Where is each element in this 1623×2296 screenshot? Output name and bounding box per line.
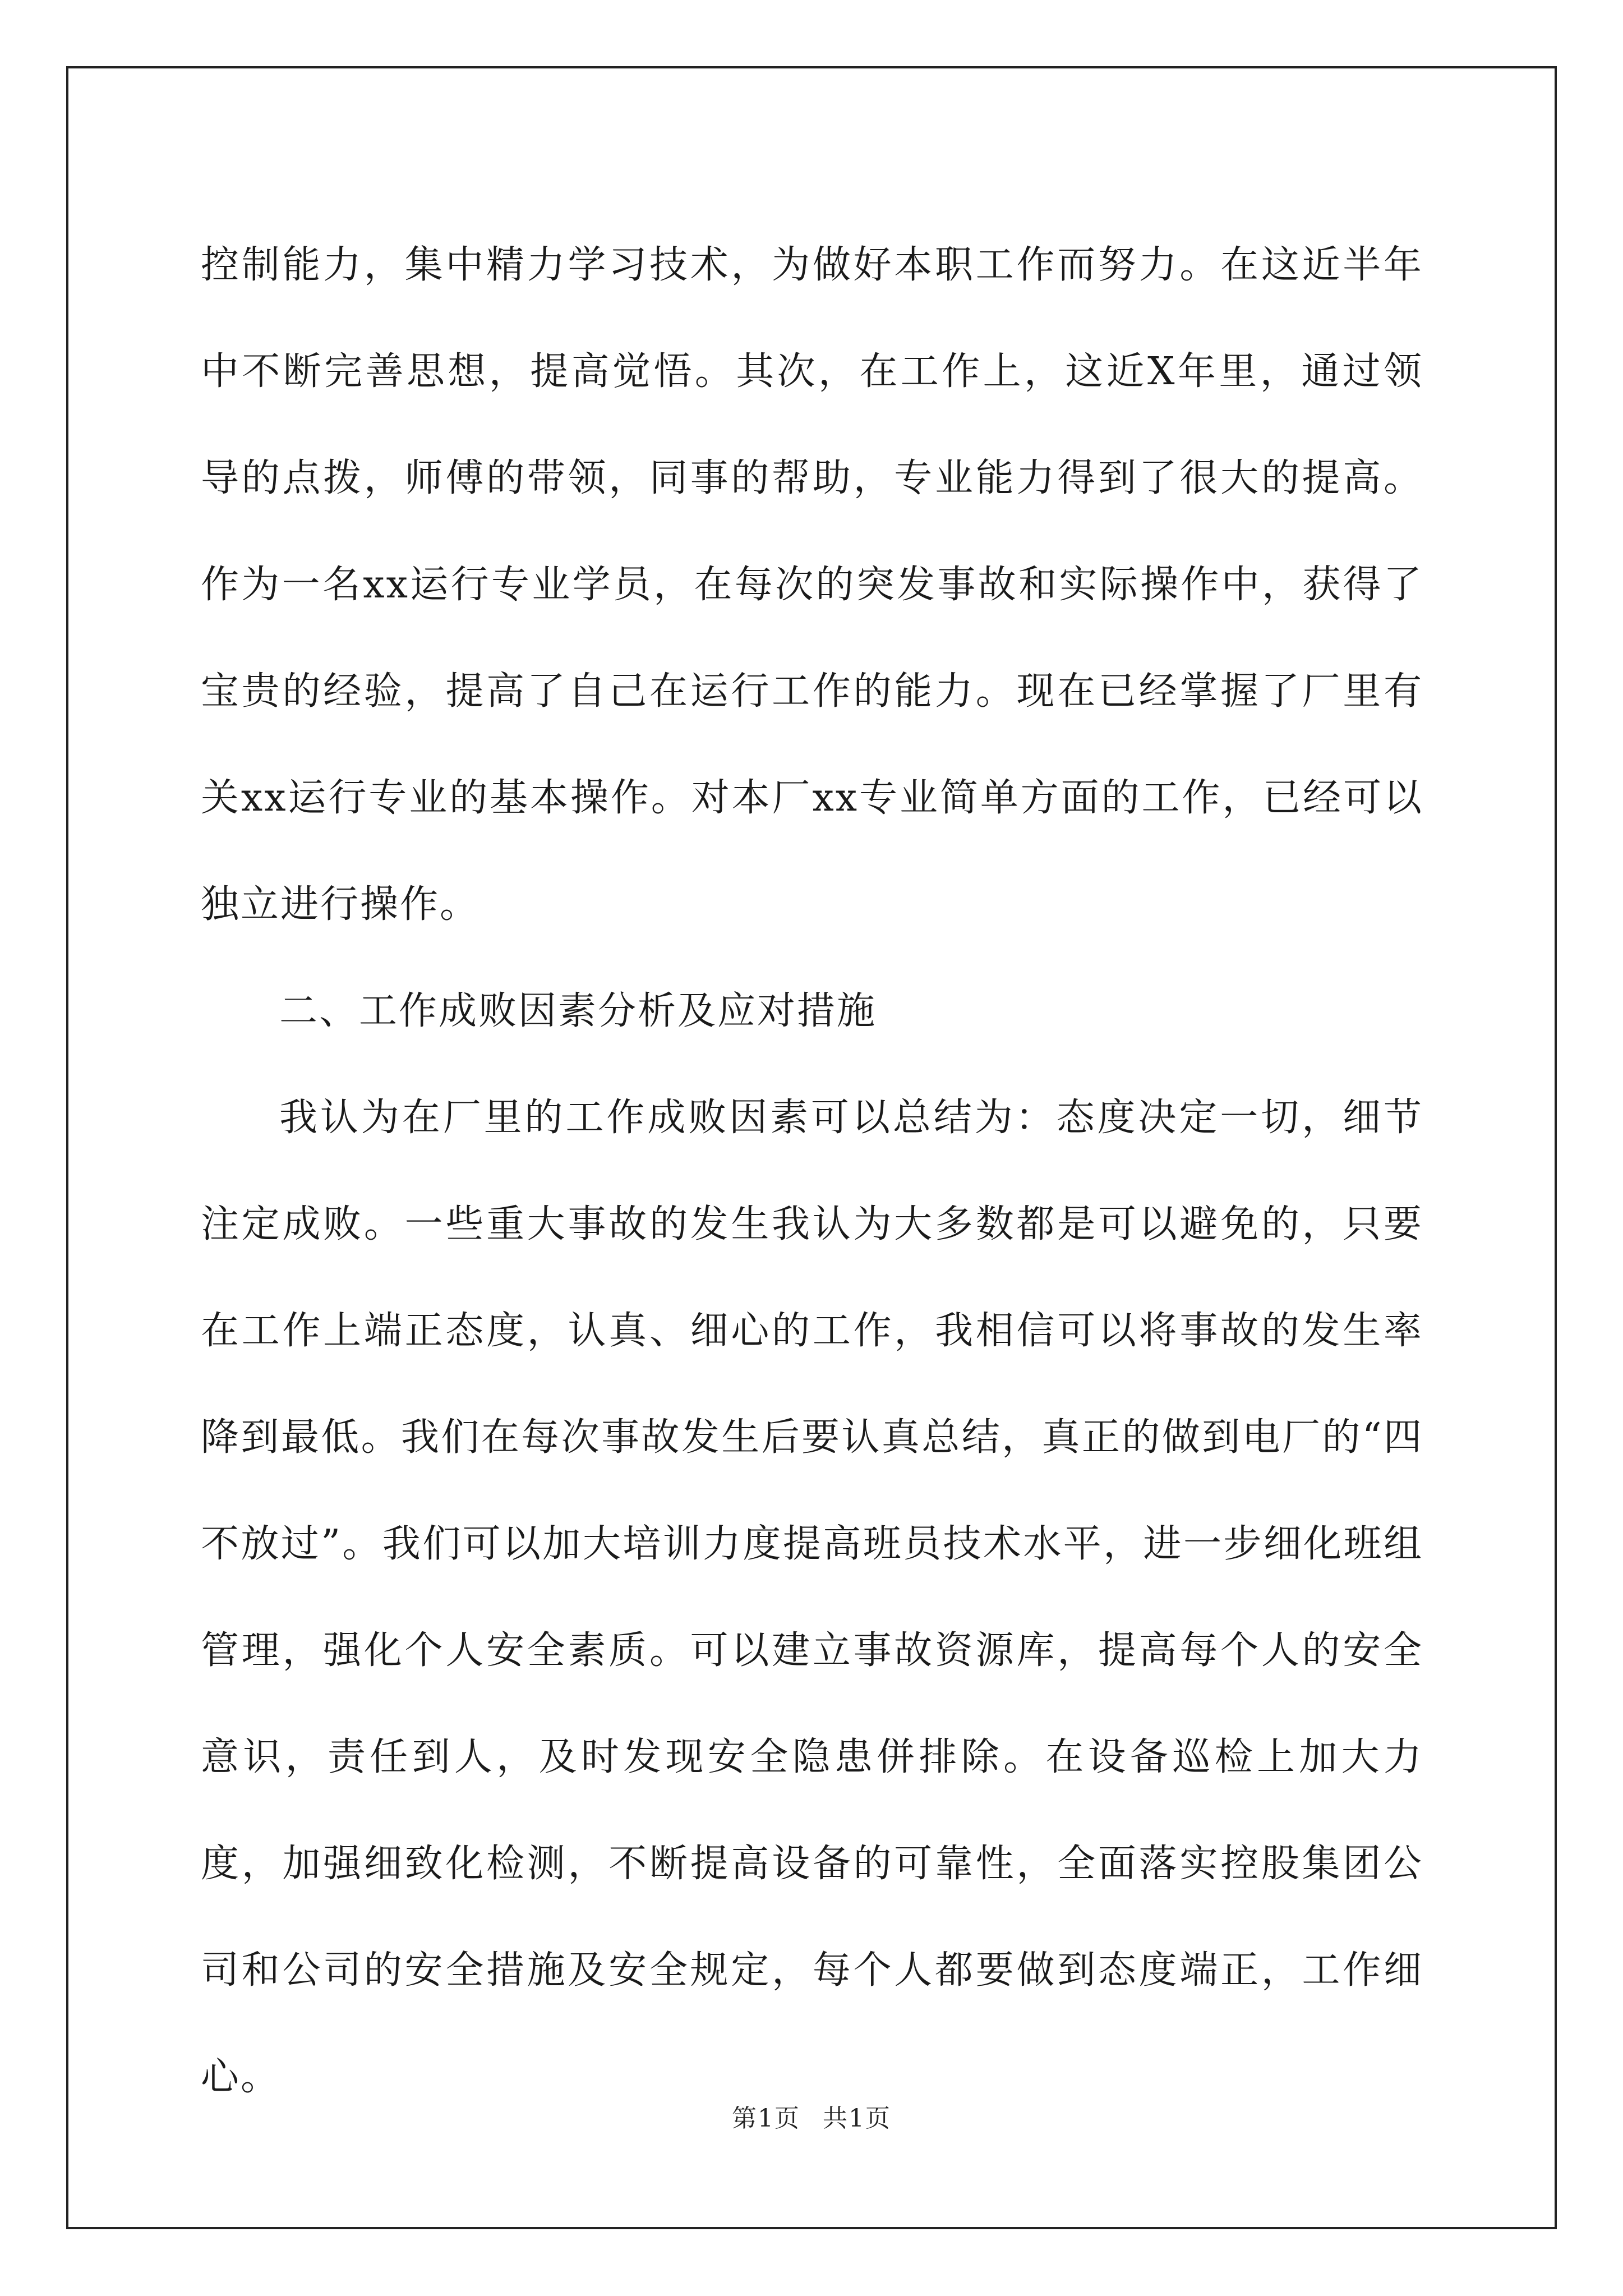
page-number: 第1页 bbox=[732, 2104, 800, 2133]
page-total: 共1页 bbox=[823, 2104, 891, 2133]
document-body bbox=[201, 212, 1423, 2131]
page-footer bbox=[0, 2098, 1623, 2134]
paragraph-analysis: 我认为在厂里的工作成败因素可以总结为：态度决定一切，细节注定成败。一些重大事故的发生我认为大多数都是可以避免的，只要在工作上端正态度，认真、细心的工作，我相信可以将事故的发生率降到最低。我们在每次事故发生后要认真总结，真正的做到电厂的“四不放过”。我们可以加大培训力度提高班员技术水平，进一步细化班组管理，强化个人安全素质。可以建立事故资源库，提高每个人的安全意识，责任到人，及时发现安全隐患併排除。在设备巡检上加大力度，加强细致化检测，不断提高设备的可靠性，全面落实控股集团公司和公司的安全措施及安全规定，每个人都要做到态度端正，工作细心。 bbox=[201, 1096, 1423, 2099]
section-heading: 二、工作成败因素分析及应对措施 bbox=[279, 989, 877, 1033]
paragraph-intro: 控制能力，集中精力学习技术，为做好本职工作而努力。在这近半年中不断完善思想，提高觉悟。其次，在工作上，这近X年里，通过领导的点拨，师傅的带领，同事的帮助，专业能力得到了很大的提高。作为一名xx运行专业学员，在每次的突发事故和实际操作中，获得了宝贵的经验，提高了自己在运行工作的能力。现在已经掌握了厂里有关xx运行专业的基本操作。对本厂xx专业简单方面的工作，已经可以独立进行操作。 bbox=[201, 243, 1423, 927]
